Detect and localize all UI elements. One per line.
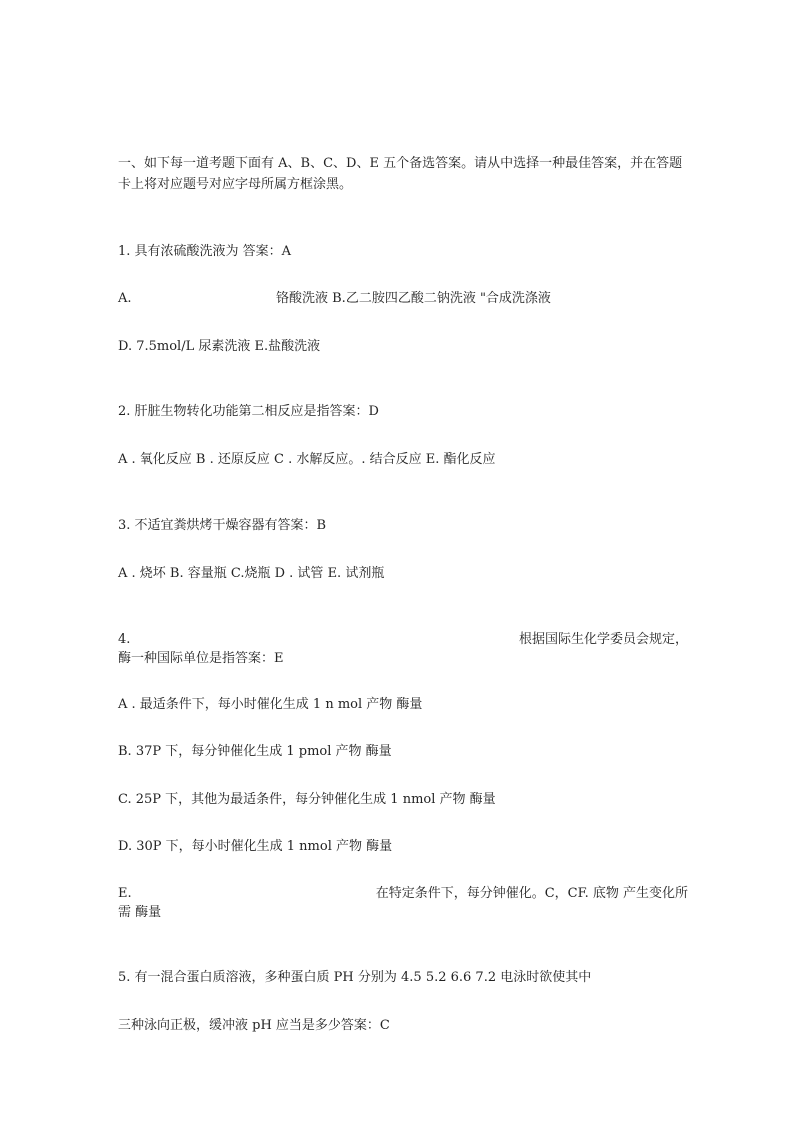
question-4-stem-line1 (118, 630, 688, 649)
question-2-stem: 2. 肝脏生物转化功能第二相反应是指答案：D (118, 404, 379, 419)
question-4-option-e-line2: 需 酶量 (118, 905, 162, 920)
question-1-options-a-c (118, 289, 688, 308)
question-4-option-d: D. 30P 下，每小时催化生成 1 nmol 产物 酶量 (118, 839, 393, 854)
question-1-stem: 1. 具有浓硫酸洗液为 答案：A (118, 244, 292, 259)
question-4-number: 4. (118, 632, 131, 647)
question-2-options: A . 氧化反应 B . 还原反应 C . 水解反应。. 结合反应 E. 酯化反应 (118, 452, 496, 467)
question-4-option-c: C. 25P 下，其他为最适条件，每分钟催化生成 1 nmol 产物 酶量 (118, 792, 496, 807)
option-e-part1: 在特定条件下，每分钟催化。C，CF. 底物 产生变化所 (375, 886, 688, 901)
question-5-stem-line1: 5. 有一混合蛋白质溶液，多种蛋白质 PH 分别为 4.5 5.2 6.6 7.2 电泳时欲使其中 (118, 970, 592, 985)
question-3-options: A . 烧坏 B. 容量瓶 C.烧瓶 D . 试管 E. 试剂瓶 (118, 566, 385, 581)
option-a-label: A. (118, 291, 132, 306)
question-5-stem-line2: 三种泳向正极，缓冲液 pH 应当是多少答案：C (118, 1018, 390, 1033)
option-e-label: E. (118, 886, 132, 901)
section-heading-line2: 卡上将对应题号对应字母所属方框涂黑。 (118, 177, 353, 192)
question-4-option-a: A . 最适条件下，每小时催化生成 1 n mol 产物 酶量 (118, 697, 423, 712)
question-1-options-d-e: D. 7.5mol/L 尿素洗液 E.盐酸洗液 (118, 339, 321, 354)
question-3-stem: 3. 不适宜粪烘烤干燥容器有答案：B (118, 518, 327, 533)
question-4-option-b: B. 37P 下，每分钟催化生成 1 pmol 产物 酶量 (118, 744, 392, 759)
question-4-option-e-line1 (118, 884, 688, 903)
question-4-stem-part1: 根据国际生化学委员会规定， (518, 632, 688, 647)
option-a-c-text: 铬酸洗液 B.乙二胺四乙酸二钠洗液 "合成洗涤液 (276, 291, 551, 306)
section-heading-line1: 一、如下每一道考题下面有 A、B、C、D、E 五个备选答案。请从中选择一种最佳答案，并在答题 (118, 156, 683, 171)
question-4-stem-line2: 酶一种国际单位是指答案：E (118, 651, 284, 666)
